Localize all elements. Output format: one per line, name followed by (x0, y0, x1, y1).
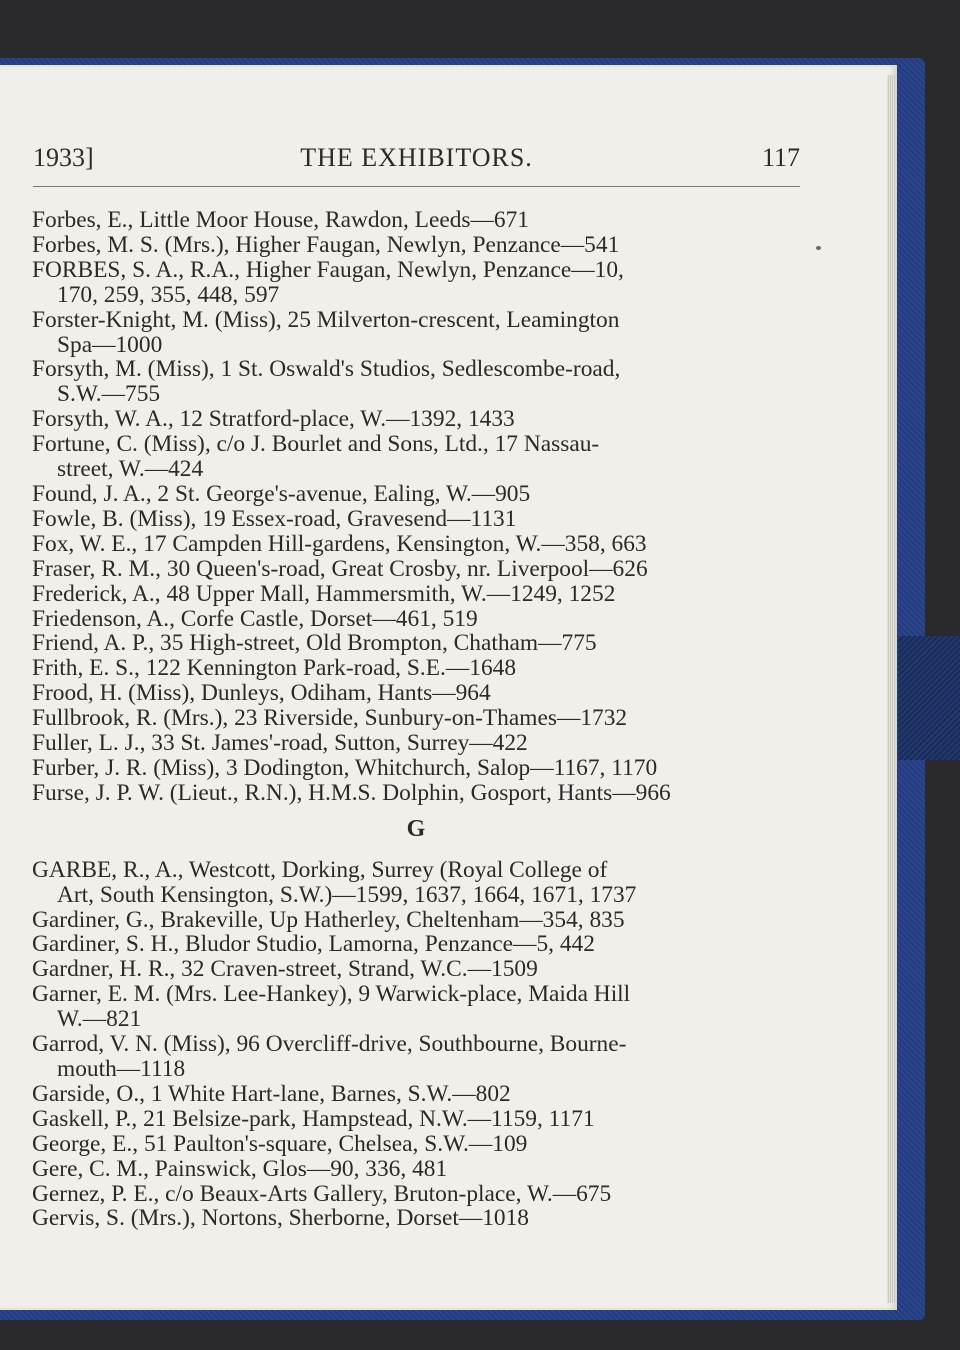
entry-line: Gere, C. M., Painswick, Glos—90, 336, 481 (32, 1155, 448, 1182)
exhibitor-entry (32, 1206, 800, 1231)
entry-line: Gaskell, P., 21 Belsize-park, Hampstead, N.W.—1159, 1171 (32, 1105, 595, 1132)
entry-line: GARBE, R., A., Westcott, Dorking, Surrey (Royal College of (32, 856, 608, 883)
ink-smudge (816, 246, 821, 250)
bookmark-ribbon (898, 636, 960, 760)
exhibitor-entry (32, 781, 800, 806)
exhibitor-entry (32, 706, 800, 731)
entry-line: Fullbrook, R. (Mrs.), 23 Riverside, Sunbury-on-Thames—1732 (32, 705, 628, 732)
entry-line: Frith, E. S., 122 Kennington Park-road, S.E.—1648 (32, 655, 517, 682)
entry-line: Gardiner, G., Brakeville, Up Hatherley, Cheltenham—354, 835 (32, 906, 625, 933)
header-rule (33, 186, 800, 187)
entry-line: Gervis, S. (Mrs.), Nortons, Sherborne, Dorset—1018 (32, 1205, 529, 1232)
entry-line: Fox, W. E., 17 Campden Hill-gardens, Kensington, W.—358, 663 (32, 530, 647, 557)
entry-line: Garside, O., 1 White Hart-lane, Barnes, S.W.—802 (32, 1080, 511, 1107)
entry-line: Frood, H. (Miss), Dunleys, Odiham, Hants—964 (32, 680, 491, 707)
running-head-title: THE EXHIBITORS. (300, 143, 533, 172)
entry-line: Fortune, C. (Miss), c/o J. Bourlet and Sons, Ltd., 17 Nassau- (32, 431, 600, 458)
exhibitor-entry (32, 532, 800, 557)
exhibitor-entry (32, 582, 800, 607)
exhibitor-entry (32, 1157, 800, 1182)
exhibitor-list (32, 208, 800, 1231)
exhibitor-entry (32, 1107, 800, 1132)
entry-line: Art, South Kensington, S.W.)—1599, 1637, 1664, 1671, 1737 (57, 881, 637, 908)
exhibitor-entry (32, 208, 800, 233)
exhibitor-entry (32, 1182, 800, 1207)
entry-line: S.W.—755 (57, 381, 161, 408)
entry-line: Furse, J. P. W. (Lieut., R.N.), H.M.S. Dolphin, Gosport, Hants—966 (32, 779, 671, 806)
exhibitor-entry (32, 1082, 800, 1107)
entries-g (32, 858, 800, 1232)
exhibitor-entry (32, 432, 800, 482)
entry-line: Gernez, P. E., c/o Beaux-Arts Gallery, Bruton-place, W.—675 (32, 1180, 612, 1207)
exhibitor-entry (32, 357, 800, 407)
exhibitor-entry (32, 908, 800, 933)
exhibitor-entry (32, 756, 800, 781)
exhibitor-entry (32, 308, 800, 358)
entry-line: Forster-Knight, M. (Miss), 25 Milverton-crescent, Leamington (32, 306, 620, 333)
running-head (33, 143, 800, 177)
exhibitor-entry (32, 407, 800, 432)
section-letter: G (406, 815, 426, 842)
entry-line: 170, 259, 355, 448, 597 (57, 281, 280, 308)
exhibitor-entry (32, 507, 800, 532)
entry-line: street, W.—424 (57, 456, 204, 483)
exhibitor-entry (32, 982, 800, 1032)
entry-line: Frederick, A., 48 Upper Mall, Hammersmith, W.—1249, 1252 (32, 580, 616, 607)
exhibitor-entry (32, 681, 800, 706)
entry-line: Fraser, R. M., 30 Queen's-road, Great Crosby, nr. Liverpool—626 (32, 555, 648, 582)
exhibitor-entry (32, 731, 800, 756)
entry-line: Spa—1000 (57, 331, 163, 358)
entry-line: Forbes, M. S. (Mrs.), Higher Faugan, Newlyn, Penzance—541 (32, 231, 620, 258)
exhibitor-entry (32, 631, 800, 656)
entry-line: Gardiner, S. H., Bludor Studio, Lamorna, Penzance—5, 442 (32, 931, 595, 958)
exhibitor-entry (32, 932, 800, 957)
page-edges (887, 75, 895, 1303)
entry-line: Forbes, E., Little Moor House, Rawdon, Leeds—671 (32, 207, 529, 233)
entry-line: Friedenson, A., Corfe Castle, Dorset—461, 519 (32, 605, 478, 632)
entry-line: Furber, J. R. (Miss), 3 Dodington, Whitchurch, Salop—1167, 1170 (32, 754, 658, 781)
entry-line: mouth—1118 (57, 1056, 186, 1082)
exhibitor-entry (32, 557, 800, 582)
entry-line: W.—821 (57, 1006, 142, 1033)
entry-line: Garner, E. M. (Mrs. Lee-Hankey), 9 Warwick-place, Maida Hill (32, 981, 631, 1008)
entry-line: Fowle, B. (Miss), 19 Essex-road, Gravesend—1131 (32, 505, 517, 532)
entries-f (32, 208, 800, 806)
entry-line: FORBES, S. A., R.A., Higher Faugan, Newlyn, Penzance—10, (32, 256, 624, 283)
entry-line: Friend, A. P., 35 High-street, Old Brompton, Chatham—775 (32, 630, 597, 657)
entry-line: Garrod, V. N. (Miss), 96 Overcliff-drive, Southbourne, Bourne- (32, 1031, 627, 1058)
exhibitor-entry (32, 1032, 800, 1082)
exhibitor-entry (32, 233, 800, 258)
entry-line: Found, J. A., 2 St. George's-avenue, Ealing, W.—905 (32, 480, 531, 507)
exhibitor-entry (32, 656, 800, 681)
exhibitor-entry (32, 957, 800, 982)
exhibitor-entry (32, 258, 800, 308)
page-number: 117 (761, 143, 800, 172)
exhibitor-entry (32, 858, 800, 908)
entry-line: Gardner, H. R., 32 Craven-street, Strand, W.C.—1509 (32, 956, 538, 983)
exhibitor-entry (32, 482, 800, 507)
running-head-year: 1933] (33, 143, 94, 172)
exhibitor-entry (32, 1132, 800, 1157)
entry-line: Forsyth, W. A., 12 Stratford-place, W.—1392, 1433 (32, 406, 515, 433)
entry-line: Forsyth, M. (Miss), 1 St. Oswald's Studios, Sedlescombe-road, (32, 356, 621, 383)
entry-line: George, E., 51 Paulton's-square, Chelsea, S.W.—109 (32, 1130, 528, 1157)
entry-line: Fuller, L. J., 33 St. James'-road, Sutton, Surrey—422 (32, 730, 528, 757)
exhibitor-entry (32, 607, 800, 632)
